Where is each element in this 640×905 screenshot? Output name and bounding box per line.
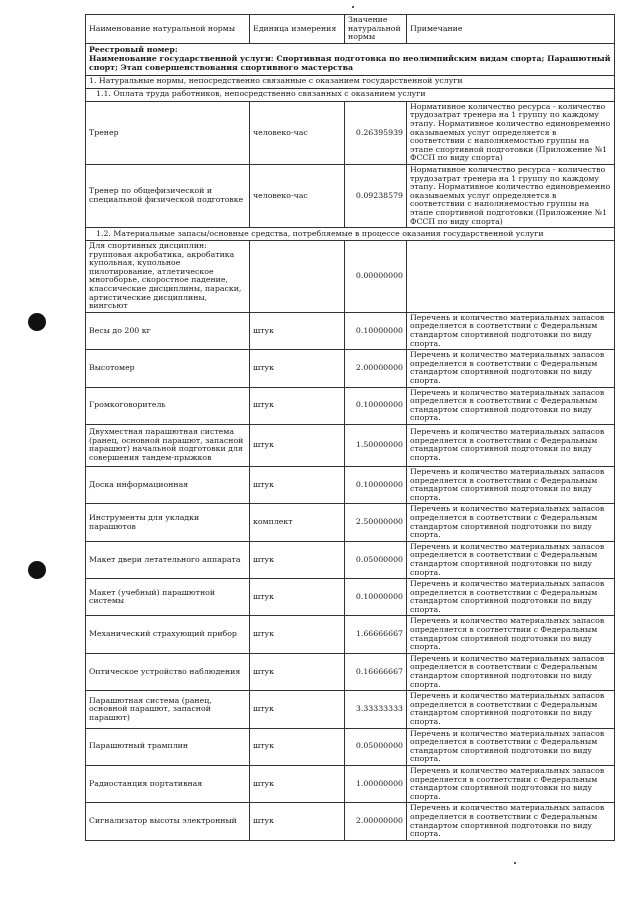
table-row: [86, 101, 615, 164]
note-cell: Перечень и количество материальных запасов определяется в соответствии с Федеральным стандартом спортивной подготовки по виду спорта.: [407, 691, 615, 728]
unit-cell: штук: [250, 765, 345, 802]
note-cell: Перечень и количество материальных запасов определяется в соответствии с Федеральным стандартом спортивной подготовки по виду спорта.: [407, 728, 615, 765]
note-cell: Перечень и количество материальных запасов определяется в соответствии с Федеральным стандартом спортивной подготовки по виду спорта.: [407, 504, 615, 541]
note-cell: Перечень и количество материальных запасов определяется в соответствии с Федеральным стандартом спортивной подготовки по виду спорта.: [407, 616, 615, 653]
norm-name-cell: Громкоговоритель: [86, 387, 250, 424]
unit-cell: комплект: [250, 504, 345, 541]
header-note: Примечание: [407, 15, 615, 44]
table-row: [86, 504, 615, 541]
norm-name-cell: Оптическое устройство наблюдения: [86, 653, 250, 690]
norm-name-cell: Парашютный трамплин: [86, 728, 250, 765]
service-name: Наименование государственной услуги: Спортивная подготовка по неолимпийским видам спорта; Парашютный спорт; Этап совершенствования спортивного мастерства: [89, 53, 611, 72]
table-row: [86, 241, 615, 313]
note-cell: Перечень и количество материальных запасов определяется в соответствии с Федеральным стандартом спортивной подготовки по виду спорта.: [407, 466, 615, 503]
note-cell: Перечень и количество материальных запасов определяется в соответствии с Федеральным стандартом спортивной подготовки по виду спорта.: [407, 424, 615, 466]
table-row: [86, 164, 615, 227]
unit-cell: штук: [250, 728, 345, 765]
norm-name-cell: Сигнализатор высоты электронный: [86, 803, 250, 840]
table-row: [86, 803, 615, 840]
norm-value-cell: 0.05000000: [345, 728, 407, 765]
header-value: Значение натуральной нормы: [345, 15, 407, 44]
note-cell: Нормативное количество ресурса - количество трудозатрат тренера на 1 группу по каждому этапу. Нормативное количество единовременно оказываемых услуг определяется в соответствии с наполняемостью группы на этапе спортивной подготовки (Приложение №1 ФССП по виду спорта): [407, 164, 615, 227]
section-1-1-title: 1.1. Оплата труда работников, непосредственно связанных с оказанием услуги: [86, 88, 615, 101]
unit-cell: человеко-час: [250, 164, 345, 227]
norm-name-cell: Парашютная система (ранец, основной парашют, запасной парашют): [86, 691, 250, 728]
scan-speck: [352, 6, 354, 8]
section-row: [86, 228, 615, 241]
norm-name-cell: Макет (учебный) парашютной системы: [86, 579, 250, 616]
unit-cell: штук: [250, 691, 345, 728]
norm-name-cell: Инструменты для укладки парашютов: [86, 504, 250, 541]
norm-value-cell: 3.33333333: [345, 691, 407, 728]
table-row: [86, 466, 615, 503]
norm-value-cell: 0.00000000: [345, 241, 407, 313]
table-row: [86, 579, 615, 616]
table-row: [86, 387, 615, 424]
norm-name-cell: Для спортивных дисциплин: групповая акробатика, акробатика купольная, купольное пилотирование, атлетическое многоборье, скоростное падение, классические дисциплины, параски, артистические дисциплины, вингсьют: [86, 241, 250, 313]
norm-value-cell: 0.10000000: [345, 579, 407, 616]
table-row: [86, 424, 615, 466]
norm-name-cell: Тренер по общефизической и специальной физической подготовке: [86, 164, 250, 227]
unit-cell: [250, 241, 345, 313]
norm-value-cell: 1.00000000: [345, 765, 407, 802]
note-cell: [407, 241, 615, 313]
norm-name-cell: Тренер: [86, 101, 250, 164]
unit-cell: штук: [250, 803, 345, 840]
note-cell: Перечень и количество материальных запасов определяется в соответствии с Федеральным стандартом спортивной подготовки по виду спорта.: [407, 803, 615, 840]
table-row: [86, 765, 615, 802]
note-cell: Перечень и количество материальных запасов определяется в соответствии с Федеральным стандартом спортивной подготовки по виду спорта.: [407, 312, 615, 349]
section-1-2-title: 1.2. Материальные запасы/основные средства, потребляемые в процессе оказания государственной услуги: [86, 228, 615, 241]
norm-name-cell: Механический страхующий прибор: [86, 616, 250, 653]
punch-hole-top: [28, 313, 46, 331]
norm-name-cell: Радиостанция портативная: [86, 765, 250, 802]
norm-value-cell: 2.00000000: [345, 803, 407, 840]
unit-cell: штук: [250, 541, 345, 578]
unit-cell: штук: [250, 466, 345, 503]
table-header-row: [86, 15, 615, 44]
norm-name-cell: Макет двери летательного аппарата: [86, 541, 250, 578]
header-name: Наименование натуральной нормы: [86, 15, 250, 44]
norm-name-cell: Двухместная парашютная система (ранец, основной парашют, запасной парашют) начальной подготовки для совершения тандем-прыжков: [86, 424, 250, 466]
registry-cell: [86, 43, 615, 75]
norm-value-cell: 0.10000000: [345, 312, 407, 349]
unit-cell: штук: [250, 579, 345, 616]
natural-norms-table: [85, 14, 615, 841]
note-cell: Перечень и количество материальных запасов определяется в соответствии с Федеральным стандартом спортивной подготовки по виду спорта.: [407, 765, 615, 802]
note-cell: Перечень и количество материальных запасов определяется в соответствии с Федеральным стандартом спортивной подготовки по виду спорта.: [407, 579, 615, 616]
note-cell: Перечень и количество материальных запасов определяется в соответствии с Федеральным стандартом спортивной подготовки по виду спорта.: [407, 387, 615, 424]
norm-value-cell: 0.10000000: [345, 466, 407, 503]
unit-cell: штук: [250, 653, 345, 690]
registry-label: Реестровый номер:: [89, 45, 178, 55]
table-row: [86, 728, 615, 765]
unit-cell: штук: [250, 424, 345, 466]
table-row: [86, 312, 615, 349]
header-unit: Единица измерения: [250, 15, 345, 44]
table-row: [86, 691, 615, 728]
norm-value-cell: 2.50000000: [345, 504, 407, 541]
norm-value-cell: 0.26395939: [345, 101, 407, 164]
norm-value-cell: 2.00000000: [345, 350, 407, 387]
unit-cell: штук: [250, 350, 345, 387]
note-cell: Перечень и количество материальных запасов определяется в соответствии с Федеральным стандартом спортивной подготовки по виду спорта.: [407, 541, 615, 578]
registry-row: [86, 43, 615, 75]
norm-name-cell: Доска информационная: [86, 466, 250, 503]
note-cell: Перечень и количество материальных запасов определяется в соответствии с Федеральным стандартом спортивной подготовки по виду спорта.: [407, 350, 615, 387]
unit-cell: штук: [250, 616, 345, 653]
note-cell: Перечень и количество материальных запасов определяется в соответствии с Федеральным стандартом спортивной подготовки по виду спорта.: [407, 653, 615, 690]
table-row: [86, 653, 615, 690]
section-row: [86, 75, 615, 88]
unit-cell: штук: [250, 387, 345, 424]
norm-value-cell: 0.10000000: [345, 387, 407, 424]
unit-cell: человеко-час: [250, 101, 345, 164]
table-row: [86, 350, 615, 387]
section-row: [86, 88, 615, 101]
unit-cell: штук: [250, 312, 345, 349]
section-1-title: 1. Натуральные нормы, непосредственно связанные с оказанием государственной услуги: [86, 75, 615, 88]
table-row: [86, 616, 615, 653]
norm-value-cell: 1.50000000: [345, 424, 407, 466]
norm-name-cell: Высотомер: [86, 350, 250, 387]
scan-speck: [514, 862, 516, 864]
note-cell: Нормативное количество ресурса - количество трудозатрат тренера на 1 группу по каждому этапу. Нормативное количество единовременно оказываемых услуг определяется в соответствии с наполняемостью группы на этапе спортивной подготовки (Приложение №1 ФССП по виду спорта): [407, 101, 615, 164]
norm-name-cell: Весы до 200 кг: [86, 312, 250, 349]
norm-value-cell: 0.16666667: [345, 653, 407, 690]
table-row: [86, 541, 615, 578]
punch-hole-bottom: [28, 561, 46, 579]
norm-value-cell: 0.09238579: [345, 164, 407, 227]
norm-value-cell: 0.05000000: [345, 541, 407, 578]
norm-value-cell: 1.66666667: [345, 616, 407, 653]
